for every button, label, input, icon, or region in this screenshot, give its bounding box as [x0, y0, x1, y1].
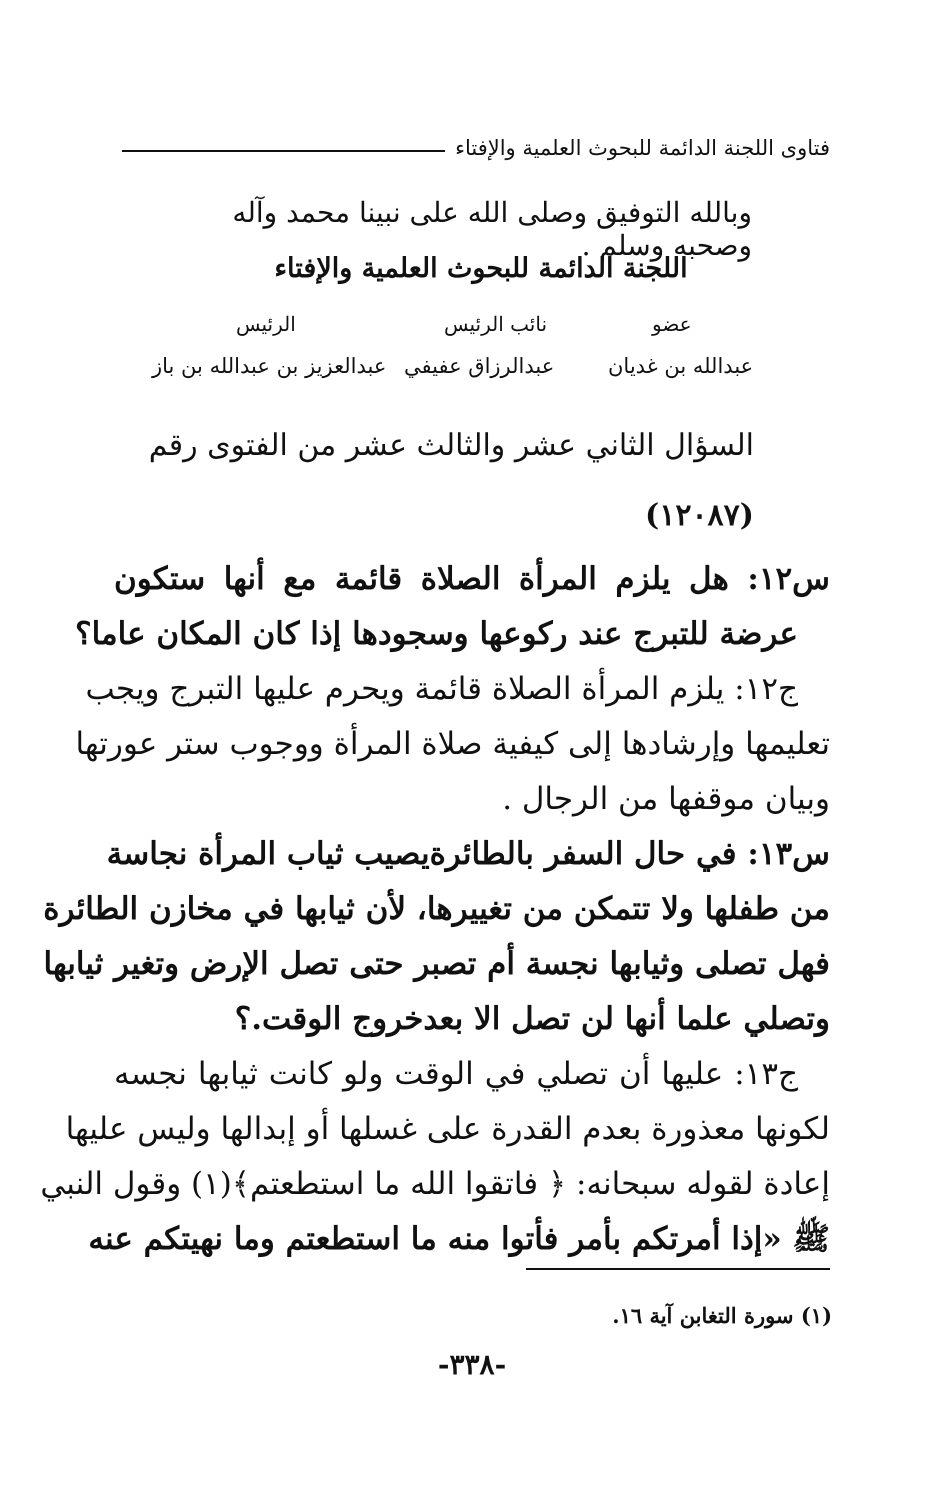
- body-line: فهل تصلى وثيابها نجسة أم تصبر حتى تصل الإرض وتغير ثيابها: [43, 946, 830, 982]
- signatory-role-president: الرئيس: [236, 312, 296, 336]
- fatwa-number: (١٢٠٨٧): [645, 498, 754, 533]
- signatory-name-member: عبدالله بن غديان: [608, 354, 754, 378]
- footnote-separator: [526, 1268, 830, 1270]
- footnote: (١) سورة التغابن آية ١٦.: [612, 1303, 832, 1328]
- running-header: [122, 128, 830, 168]
- fatwa-body: [40, 552, 830, 1267]
- body-line: من طفلها ولا تتمكن من تغييرها، لأن ثيابها في مخازن الطائرة: [43, 891, 830, 927]
- committee-title: اللجنة الدائمة للبحوث العلمية والإفتاء: [274, 253, 688, 284]
- closing-line: وبالله التوفيق وصلى الله على نبينا محمد وآله وصحبه وسلم .: [232, 196, 752, 262]
- signatory-role-vice-president: نائب الرئيس: [444, 312, 548, 336]
- body-line: لكونها معذورة بعدم القدرة على غسلها أو إبدالها وليس عليها: [65, 1111, 830, 1147]
- page-number: -٣٣٨-: [437, 1348, 507, 1381]
- signatory-name-president: عبدالعزيز بن عبدالله بن باز: [152, 354, 387, 378]
- body-line: إعادة لقوله سبحانه: ﴿ فاتقوا الله ما استطعتم﴾(١) وقول النبي: [40, 1166, 830, 1202]
- header-title: فتاوى اللجنة الدائمة للبحوث العلمية والإفتاء: [455, 136, 830, 160]
- body-line: س١٢: هل يلزم المرأة الصلاة قائمة مع أنها ستكون: [114, 561, 830, 597]
- body-line: ج١٢: يلزم المرأة الصلاة قائمة ويحرم عليها التبرج ويجب: [85, 671, 798, 707]
- body-line: وتصلي علما أنها لن تصل الا بعدخروج الوقت.؟: [234, 1001, 830, 1037]
- body-line: س١٣: في حال السفر بالطائرةيصيب ثياب المرأة نجاسة: [106, 836, 830, 872]
- signatory-name-vice-president: عبدالرزاق عفيفي: [404, 354, 555, 378]
- body-line: ج١٣: عليها أن تصلي في الوقت ولو كانت ثيابها نجسه: [114, 1056, 798, 1092]
- header-rule: [122, 150, 445, 152]
- body-line: عرضة للتبرج عند ركوعها وسجودها إذا كان المكان عاما؟: [75, 616, 798, 652]
- body-line: وبيان موقفها من الرجال .: [502, 781, 830, 817]
- fatwa-question-heading: السؤال الثاني عشر والثالث عشر من الفتوى رقم: [148, 428, 754, 463]
- body-line: ﷺ «إذا أمرتكم بأمر فأتوا منه ما استطعتم وما نهيتكم عنه: [88, 1221, 830, 1257]
- body-line: تعليمها وإرشادها إلى كيفية صلاة المرأة ووجوب ستر عورتها: [75, 726, 830, 762]
- signatory-role-member: عضو: [652, 312, 692, 336]
